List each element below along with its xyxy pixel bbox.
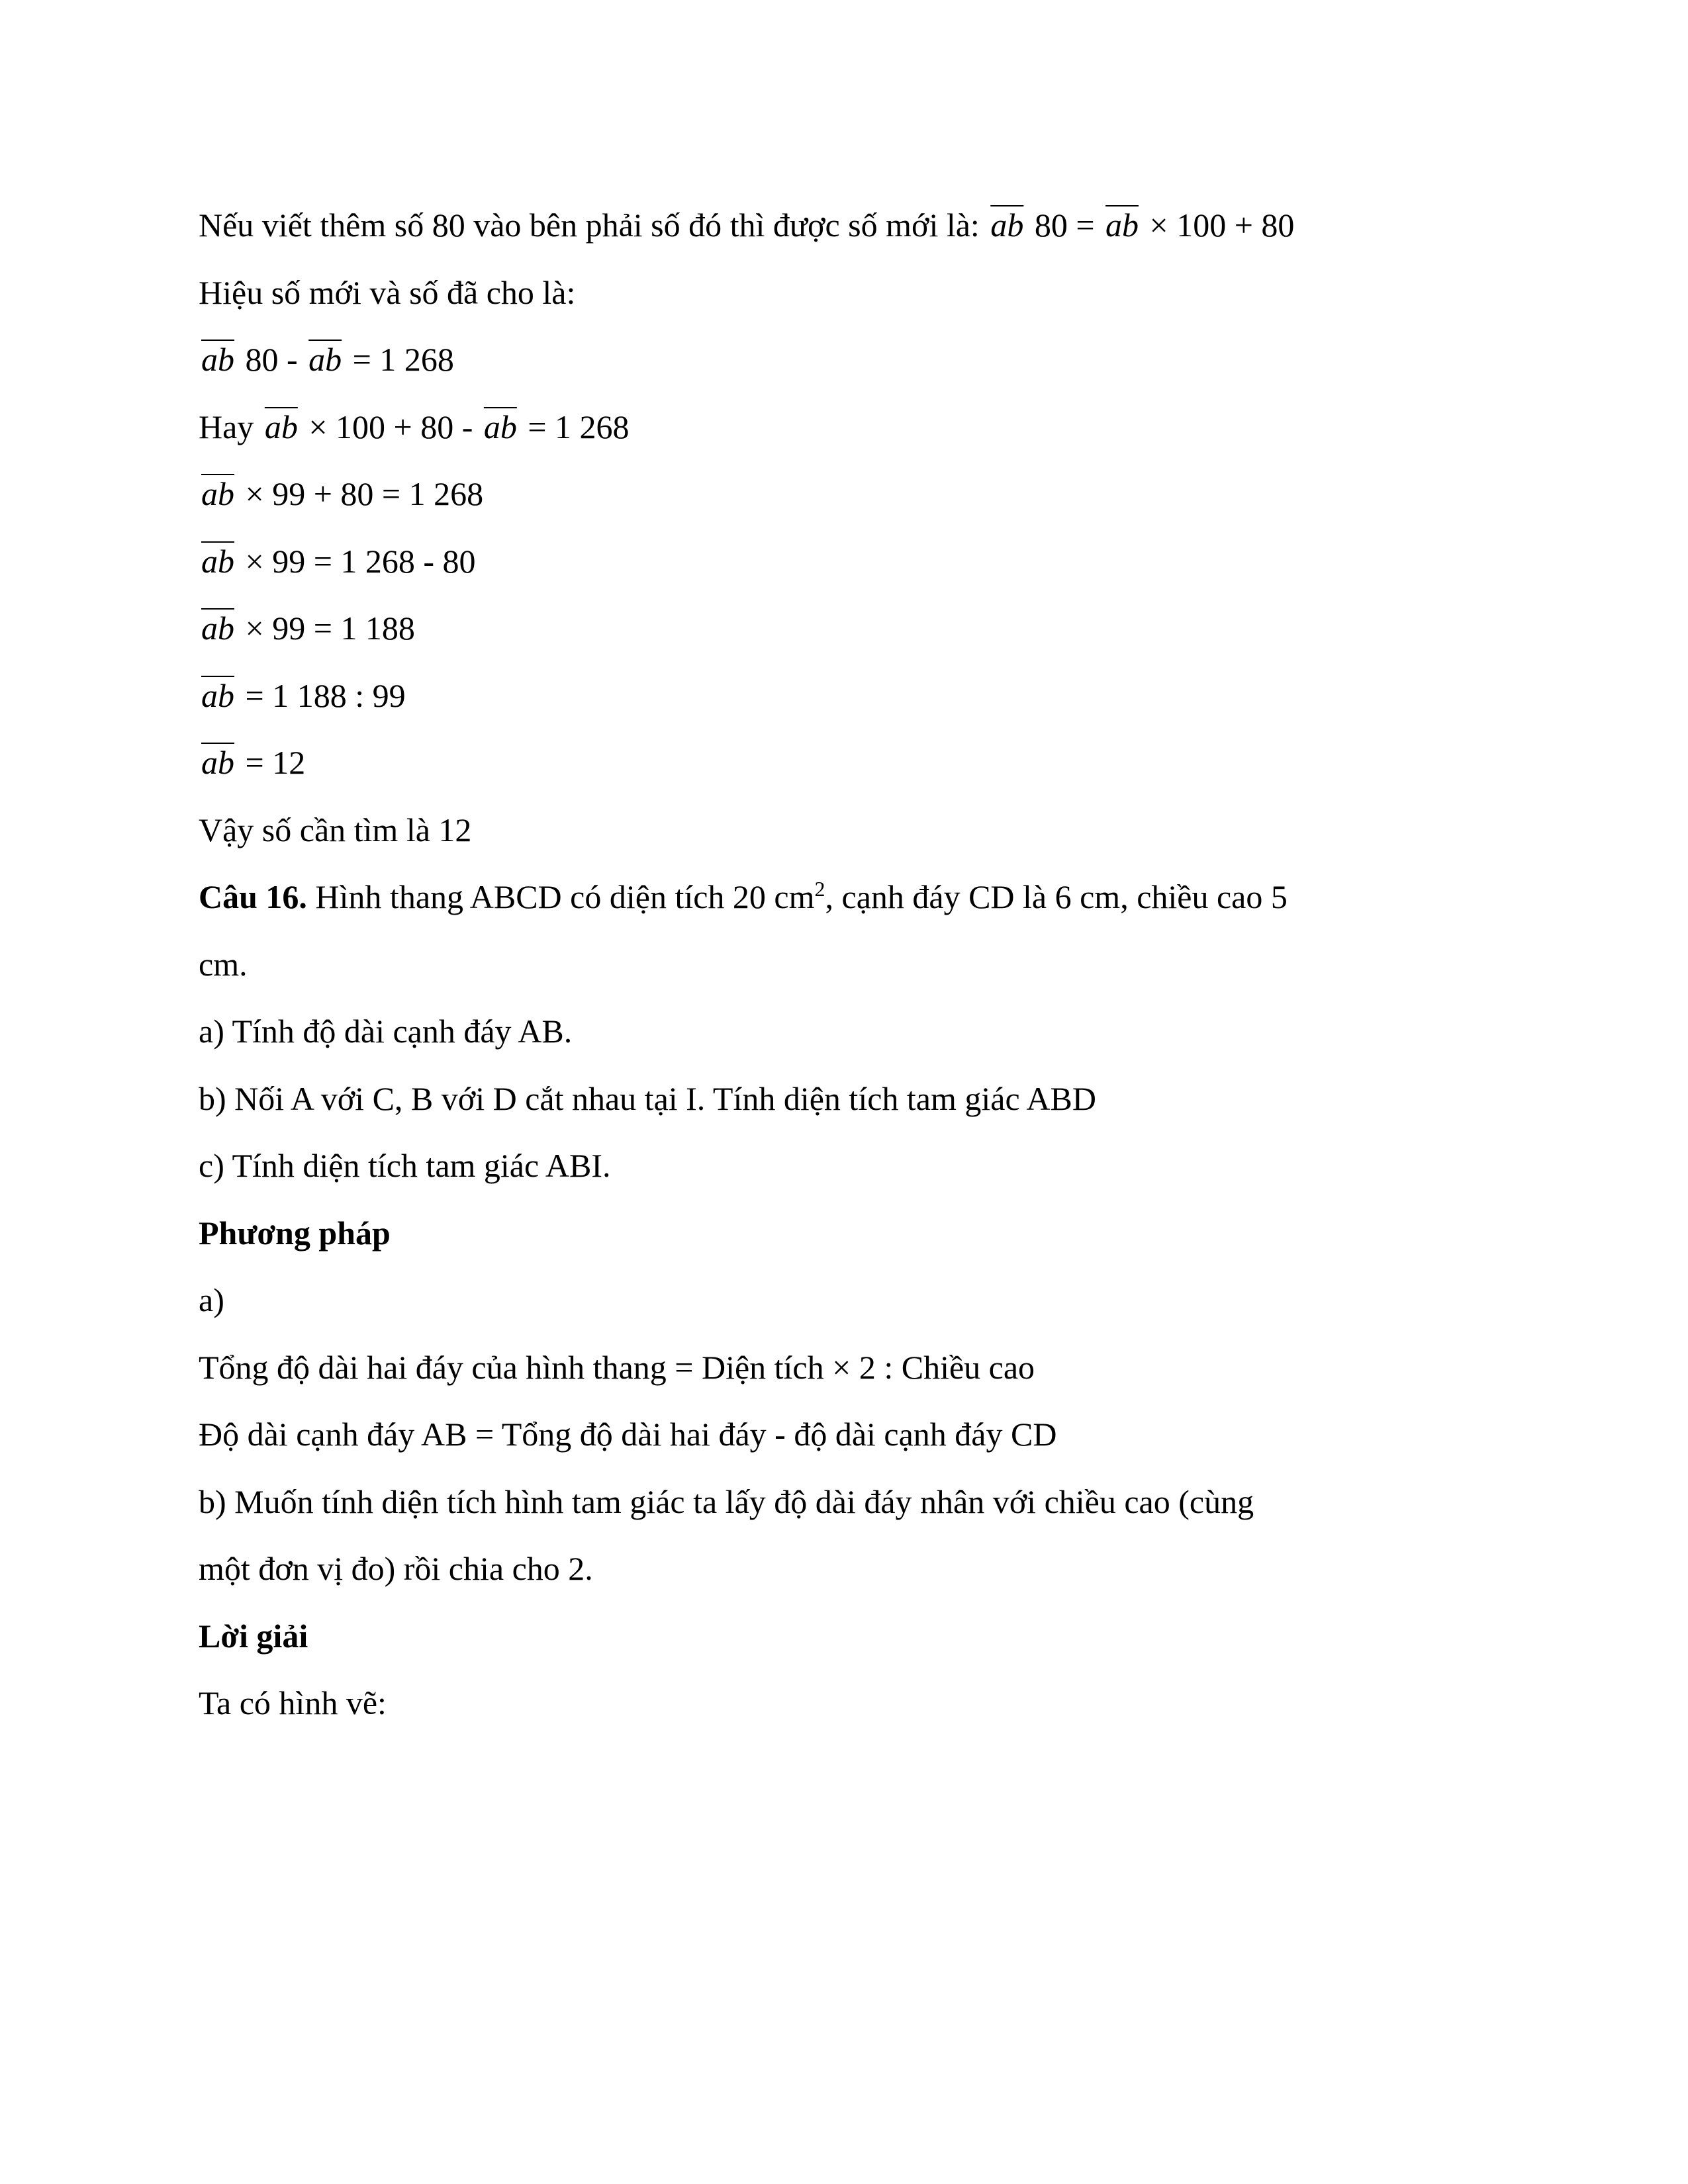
text: × 100 + 80 - <box>300 408 481 445</box>
variable-ab: $\overline{ab}$ <box>483 408 517 445</box>
method-a-label: a) <box>199 1281 224 1318</box>
question-16 <box>199 864 1496 931</box>
question-part-a: a) Tính độ dài cạnh đáy AB. <box>199 1013 573 1050</box>
variable-ab: $\overline{ab}$ <box>990 206 1024 244</box>
variable-ab: $\overline{ab}$ <box>201 610 234 647</box>
superscript: 2 <box>814 877 825 901</box>
text: × 100 + 80 <box>1141 206 1295 244</box>
equation-line <box>199 729 1496 797</box>
question-label: Câu 16. <box>199 878 307 915</box>
text: = 1 268 <box>519 408 630 445</box>
variable-ab: $\overline{ab}$ <box>201 744 234 781</box>
text: Hình thang ABCD có diện tích 20 cm <box>306 878 815 915</box>
solution-line: Ta có hình vẽ: <box>199 1684 387 1721</box>
section-heading-method: Phương pháp <box>199 1214 391 1251</box>
method-line: một đơn vị đo) rồi chia cho 2. <box>199 1550 593 1587</box>
text-line: Hiệu số mới và số đã cho là: <box>199 273 576 311</box>
variable-ab: $\overline{ab}$ <box>308 341 342 378</box>
method-line: b) Muốn tính diện tích hình tam giác ta lấy độ dài đáy nhân với chiều cao (cùng <box>199 1482 1254 1520</box>
text: = 12 <box>237 744 306 781</box>
equation-line <box>199 394 1496 461</box>
document-page <box>199 192 1496 1737</box>
equation-line <box>199 528 1496 596</box>
text-line: cm. <box>199 945 248 983</box>
question-part-c: c) Tính diện tích tam giác ABI. <box>199 1147 611 1184</box>
text: × 99 = 1 188 <box>237 610 415 647</box>
variable-ab: $\overline{ab}$ <box>201 542 234 580</box>
method-line: Độ dài cạnh đáy AB = Tổng độ dài hai đáy - độ dài cạnh đáy CD <box>199 1416 1057 1453</box>
text-line <box>199 192 1496 259</box>
text: × 99 + 80 = 1 268 <box>237 475 484 512</box>
section-heading-solution: Lời giải <box>199 1617 308 1655</box>
method-line: Tổng độ dài hai đáy của hình thang = Diện tích × 2 : Chiều cao <box>199 1348 1035 1386</box>
equation-line <box>199 326 1496 394</box>
text: Hay <box>199 408 262 445</box>
equation-line <box>199 662 1496 730</box>
conclusion-line: Vậy số cần tìm là 12 <box>199 811 472 848</box>
variable-ab: $\overline{ab}$ <box>1105 206 1139 244</box>
text: = 1 188 : 99 <box>237 676 406 714</box>
equation-line <box>199 461 1496 528</box>
text: = 1 268 <box>344 341 454 378</box>
text: × 99 = 1 268 - 80 <box>237 542 476 580</box>
text: , cạnh đáy CD là 6 cm, chiều cao 5 <box>825 878 1288 915</box>
variable-ab: $\overline{ab}$ <box>201 676 234 714</box>
variable-ab: $\overline{ab}$ <box>201 475 234 512</box>
text: 80 - <box>237 341 306 378</box>
variable-ab: $\overline{ab}$ <box>264 408 298 445</box>
text: 80 = <box>1026 206 1103 244</box>
text: Nếu viết thêm số 80 vào bên phải số đó thì được số mới là: <box>199 206 988 244</box>
equation-line <box>199 595 1496 662</box>
variable-ab: $\overline{ab}$ <box>201 341 234 378</box>
question-part-b: b) Nối A với C, B với D cắt nhau tại I. Tính diện tích tam giác ABD <box>199 1079 1096 1117</box>
